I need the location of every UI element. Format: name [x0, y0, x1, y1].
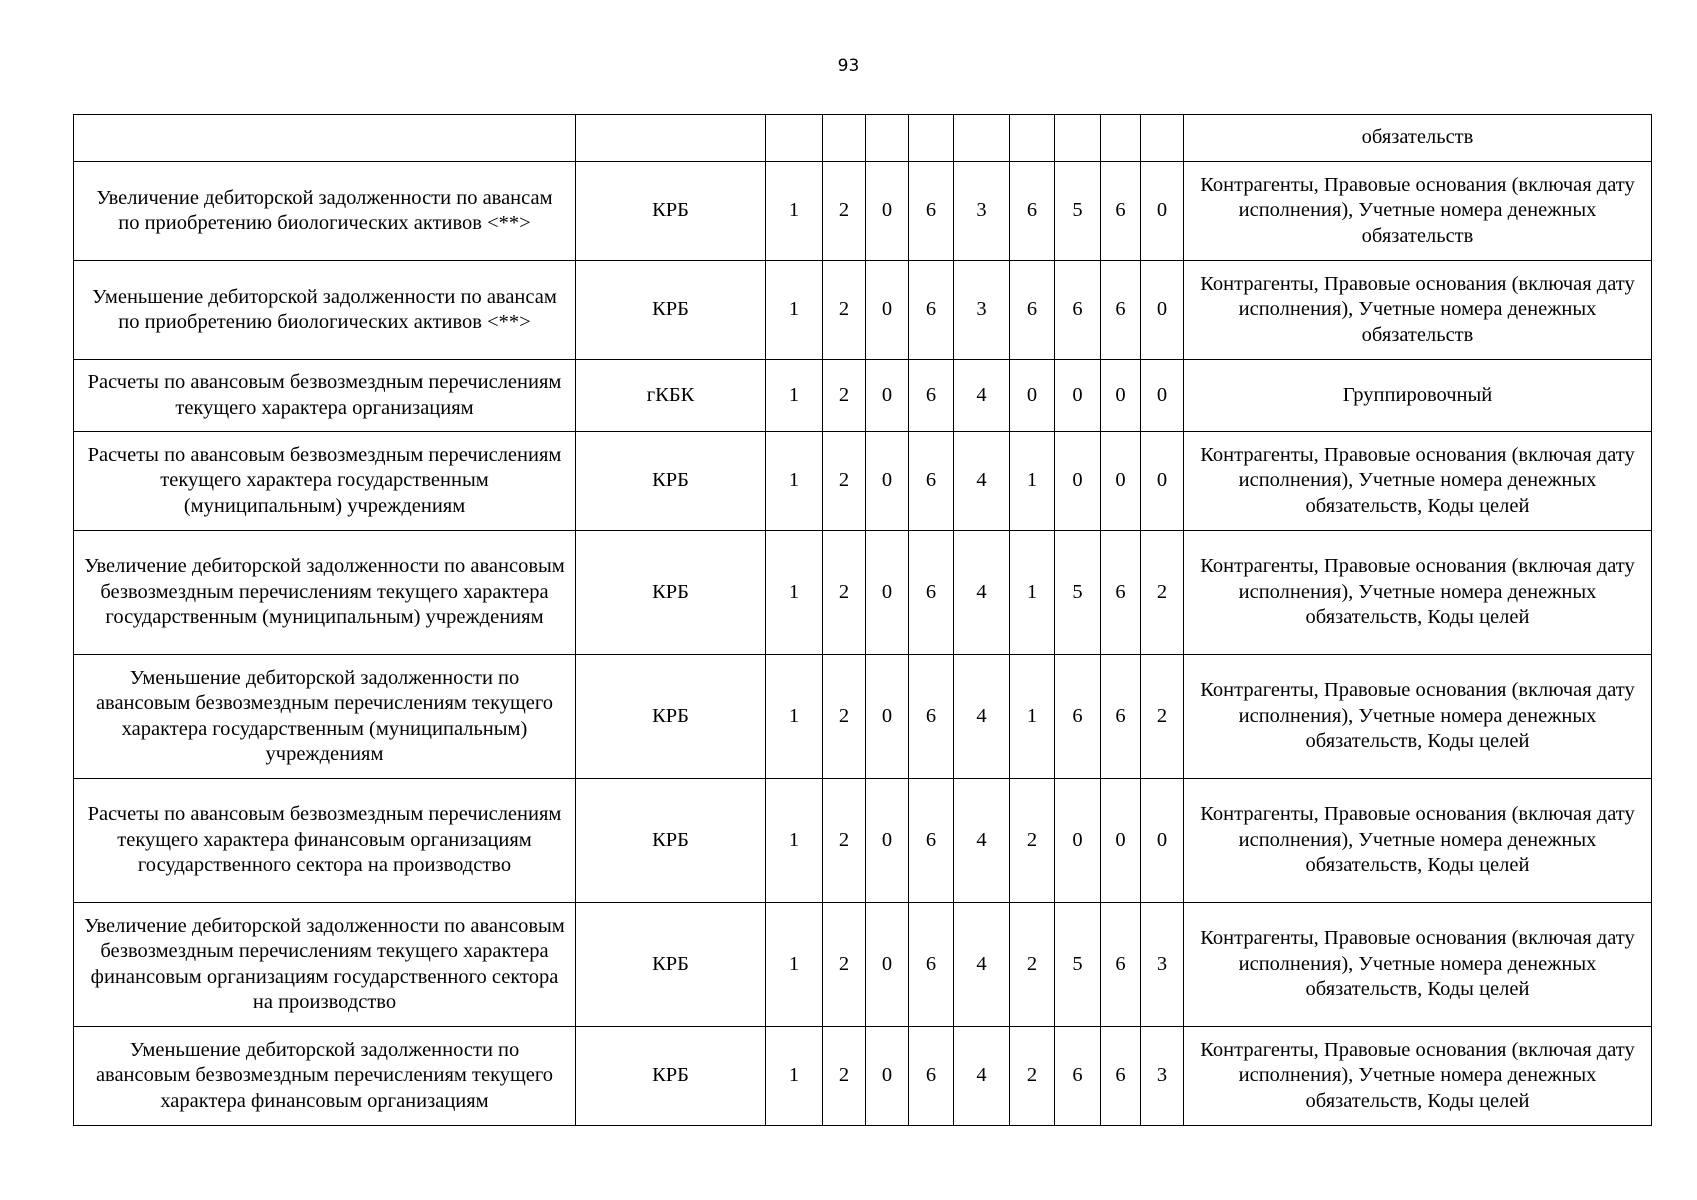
- account-digit-cell: 4: [954, 655, 1010, 779]
- account-digit-cell: [866, 115, 909, 162]
- accounts-table: [73, 114, 1652, 1126]
- table-row: [74, 655, 1652, 779]
- account-type-cell: КРБ: [576, 162, 766, 261]
- account-name-cell: [74, 115, 576, 162]
- account-digit-cell: 4: [954, 1027, 1010, 1126]
- analytics-cell: Контрагенты, Правовые основания (включая дату исполнения), Учетные номера денежных обязательств, Коды целей: [1184, 655, 1652, 779]
- account-name-cell: Расчеты по авансовым безвозмездным перечислениям текущего характера финансовым организациям государственного сектора на производство: [74, 779, 576, 903]
- account-digit-cell: 0: [1141, 779, 1184, 903]
- account-digit-cell: 0: [1055, 360, 1101, 432]
- account-digit-cell: [1141, 115, 1184, 162]
- account-digit-cell: 2: [1010, 1027, 1055, 1126]
- account-digit-cell: 6: [909, 432, 954, 531]
- table-row: [74, 531, 1652, 655]
- account-digit-cell: 1: [766, 655, 823, 779]
- account-digit-cell: 4: [954, 903, 1010, 1027]
- account-name-cell: Уменьшение дебиторской задолженности по авансовым безвозмездным перечислениям текущего характера финансовым организациям: [74, 1027, 576, 1126]
- account-digit-cell: 6: [1055, 1027, 1101, 1126]
- account-digit-cell: 6: [1101, 903, 1141, 1027]
- account-digit-cell: [1055, 115, 1101, 162]
- account-digit-cell: 1: [766, 1027, 823, 1126]
- account-digit-cell: 0: [866, 360, 909, 432]
- account-digit-cell: 2: [823, 261, 866, 360]
- account-name-cell: Уменьшение дебиторской задолженности по авансам по приобретению биологических активов <**>: [74, 261, 576, 360]
- account-digit-cell: [1101, 115, 1141, 162]
- account-digit-cell: 1: [766, 162, 823, 261]
- account-digit-cell: 2: [823, 432, 866, 531]
- table-row: [74, 903, 1652, 1027]
- analytics-cell: обязательств: [1184, 115, 1652, 162]
- account-digit-cell: 6: [1101, 655, 1141, 779]
- account-digit-cell: 2: [823, 903, 866, 1027]
- account-name-cell: Увеличение дебиторской задолженности по авансовым безвозмездным перечислениям текущего характера финансовым организациям государственного сектора на производство: [74, 903, 576, 1027]
- table-row: [74, 162, 1652, 261]
- account-digit-cell: 6: [909, 779, 954, 903]
- account-type-cell: КРБ: [576, 531, 766, 655]
- analytics-cell: Группировочный: [1184, 360, 1652, 432]
- account-digit-cell: 2: [823, 531, 866, 655]
- account-digit-cell: 6: [909, 531, 954, 655]
- account-digit-cell: [1010, 115, 1055, 162]
- account-digit-cell: 6: [909, 261, 954, 360]
- account-digit-cell: 6: [909, 655, 954, 779]
- account-digit-cell: 0: [866, 779, 909, 903]
- account-digit-cell: [909, 115, 954, 162]
- account-digit-cell: 0: [1101, 779, 1141, 903]
- analytics-cell: Контрагенты, Правовые основания (включая дату исполнения), Учетные номера денежных обязательств, Коды целей: [1184, 779, 1652, 903]
- account-digit-cell: 6: [909, 903, 954, 1027]
- table-row: [74, 432, 1652, 531]
- account-digit-cell: 3: [1141, 903, 1184, 1027]
- account-digit-cell: 2: [823, 779, 866, 903]
- account-digit-cell: 2: [1141, 655, 1184, 779]
- account-digit-cell: 0: [1101, 360, 1141, 432]
- account-type-cell: КРБ: [576, 655, 766, 779]
- account-digit-cell: 0: [866, 531, 909, 655]
- account-type-cell: гКБК: [576, 360, 766, 432]
- analytics-cell: Контрагенты, Правовые основания (включая дату исполнения), Учетные номера денежных обязательств, Коды целей: [1184, 531, 1652, 655]
- account-digit-cell: 0: [866, 903, 909, 1027]
- account-name-cell: Расчеты по авансовым безвозмездным перечислениям текущего характера организациям: [74, 360, 576, 432]
- table-body: [74, 115, 1652, 1126]
- account-digit-cell: 0: [1055, 432, 1101, 531]
- account-digit-cell: 3: [954, 162, 1010, 261]
- account-digit-cell: 6: [909, 1027, 954, 1126]
- account-digit-cell: 0: [1010, 360, 1055, 432]
- account-digit-cell: 5: [1055, 903, 1101, 1027]
- account-digit-cell: 1: [766, 531, 823, 655]
- analytics-cell: Контрагенты, Правовые основания (включая дату исполнения), Учетные номера денежных обязательств: [1184, 162, 1652, 261]
- account-digit-cell: [766, 115, 823, 162]
- account-digit-cell: 2: [1010, 779, 1055, 903]
- account-digit-cell: 4: [954, 779, 1010, 903]
- account-type-cell: КРБ: [576, 779, 766, 903]
- account-digit-cell: 6: [1101, 531, 1141, 655]
- account-digit-cell: 6: [1055, 261, 1101, 360]
- analytics-cell: Контрагенты, Правовые основания (включая дату исполнения), Учетные номера денежных обязательств, Коды целей: [1184, 1027, 1652, 1126]
- account-digit-cell: 2: [823, 655, 866, 779]
- account-type-cell: КРБ: [576, 261, 766, 360]
- account-digit-cell: 0: [1141, 432, 1184, 531]
- account-digit-cell: [954, 115, 1010, 162]
- account-name-cell: Увеличение дебиторской задолженности по авансовым безвозмездным перечислениям текущего характера государственным (муниципальным) учреждениям: [74, 531, 576, 655]
- table-row: [74, 261, 1652, 360]
- account-digit-cell: 1: [1010, 531, 1055, 655]
- analytics-cell: Контрагенты, Правовые основания (включая дату исполнения), Учетные номера денежных обязательств, Коды целей: [1184, 903, 1652, 1027]
- account-digit-cell: 5: [1055, 162, 1101, 261]
- account-digit-cell: 0: [1101, 432, 1141, 531]
- account-digit-cell: 1: [1010, 432, 1055, 531]
- page-number: 93: [837, 56, 860, 76]
- account-name-cell: Уменьшение дебиторской задолженности по авансовым безвозмездным перечислениям текущего характера государственным (муниципальным) учреждениям: [74, 655, 576, 779]
- analytics-cell: Контрагенты, Правовые основания (включая дату исполнения), Учетные номера денежных обязательств: [1184, 261, 1652, 360]
- account-digit-cell: 0: [866, 655, 909, 779]
- account-digit-cell: 0: [866, 1027, 909, 1126]
- account-digit-cell: 2: [823, 360, 866, 432]
- account-digit-cell: 6: [1101, 261, 1141, 360]
- account-digit-cell: 4: [954, 360, 1010, 432]
- account-digit-cell: 0: [1055, 779, 1101, 903]
- table-row: [74, 115, 1652, 162]
- account-digit-cell: 0: [1141, 261, 1184, 360]
- account-digit-cell: 1: [766, 903, 823, 1027]
- account-digit-cell: 6: [909, 360, 954, 432]
- account-type-cell: КРБ: [576, 903, 766, 1027]
- analytics-cell: Контрагенты, Правовые основания (включая дату исполнения), Учетные номера денежных обязательств, Коды целей: [1184, 432, 1652, 531]
- account-digit-cell: 4: [954, 531, 1010, 655]
- account-type-cell: КРБ: [576, 1027, 766, 1126]
- account-digit-cell: 2: [823, 1027, 866, 1126]
- account-type-cell: [576, 115, 766, 162]
- account-digit-cell: 4: [954, 432, 1010, 531]
- account-name-cell: Расчеты по авансовым безвозмездным перечислениям текущего характера государственным (муниципальным) учреждениям: [74, 432, 576, 531]
- account-digit-cell: 1: [766, 360, 823, 432]
- account-digit-cell: 3: [1141, 1027, 1184, 1126]
- account-digit-cell: 1: [766, 261, 823, 360]
- account-digit-cell: 2: [1010, 903, 1055, 1027]
- account-digit-cell: [823, 115, 866, 162]
- account-digit-cell: 3: [954, 261, 1010, 360]
- account-digit-cell: 6: [1101, 162, 1141, 261]
- table-row: [74, 360, 1652, 432]
- account-digit-cell: 6: [1101, 1027, 1141, 1126]
- account-name-cell: Увеличение дебиторской задолженности по авансам по приобретению биологических активов <**>: [74, 162, 576, 261]
- table-row: [74, 779, 1652, 903]
- account-digit-cell: 5: [1055, 531, 1101, 655]
- account-digit-cell: 0: [866, 162, 909, 261]
- account-digit-cell: 2: [1141, 531, 1184, 655]
- account-digit-cell: 6: [1010, 162, 1055, 261]
- account-digit-cell: 0: [866, 261, 909, 360]
- account-digit-cell: 0: [1141, 162, 1184, 261]
- table-row: [74, 1027, 1652, 1126]
- account-digit-cell: 6: [909, 162, 954, 261]
- account-digit-cell: 1: [766, 432, 823, 531]
- account-digit-cell: 0: [866, 432, 909, 531]
- account-digit-cell: 1: [766, 779, 823, 903]
- account-digit-cell: 6: [1010, 261, 1055, 360]
- account-digit-cell: 6: [1055, 655, 1101, 779]
- account-type-cell: КРБ: [576, 432, 766, 531]
- account-digit-cell: 2: [823, 162, 866, 261]
- account-digit-cell: 0: [1141, 360, 1184, 432]
- account-digit-cell: 1: [1010, 655, 1055, 779]
